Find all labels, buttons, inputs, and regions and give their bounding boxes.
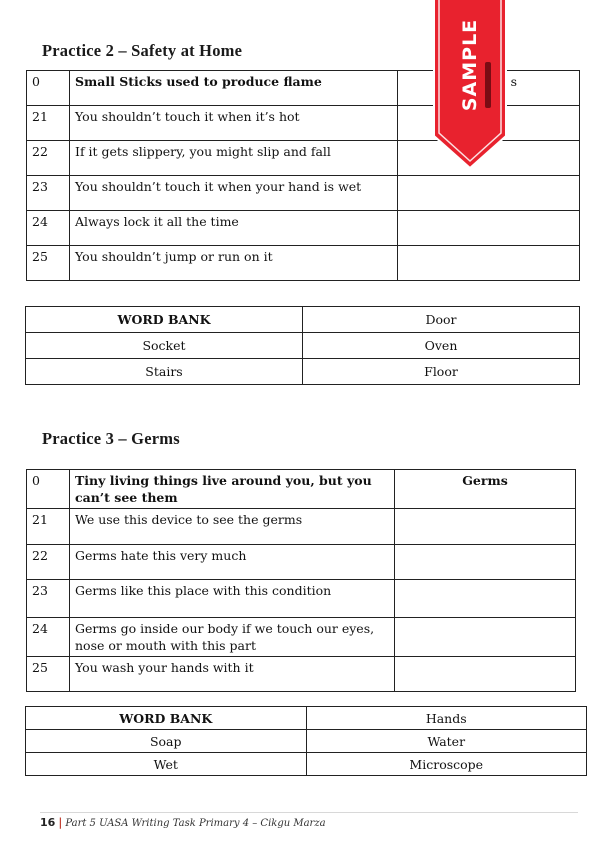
question-text: You shouldn’t touch it when your hand is wet xyxy=(70,176,398,211)
question-text: Tiny living things live around you, but you can’t see them xyxy=(70,470,395,509)
question-number: 0 xyxy=(27,470,70,509)
question-number: 23 xyxy=(27,176,70,211)
question-number: 25 xyxy=(27,657,70,692)
question-text: You wash your hands with it xyxy=(70,657,395,692)
question-number: 24 xyxy=(27,618,70,657)
answer-cell[interactable] xyxy=(398,211,580,246)
table-row xyxy=(27,580,576,618)
word-bank-word: Floor xyxy=(303,359,580,385)
word-bank-word: Soap xyxy=(26,730,307,753)
word-bank-word: Socket xyxy=(26,333,303,359)
word-bank-word: Door xyxy=(303,307,580,333)
question-text: Germs like this place with this condition xyxy=(70,580,395,618)
question-number: 22 xyxy=(27,141,70,176)
word-bank-word: Wet xyxy=(26,753,307,776)
practice-3-word-bank xyxy=(25,706,587,776)
practice-2-title: Practice 2 – Safety at Home xyxy=(42,41,243,60)
sample-watermark-text: SAMPLE xyxy=(459,18,481,112)
table-row xyxy=(27,509,576,545)
answer-cell[interactable] xyxy=(395,618,576,657)
footer-separator: | xyxy=(58,816,63,829)
answer-cell[interactable] xyxy=(395,545,576,580)
question-text: You shouldn’t jump or run on it xyxy=(70,246,398,281)
table-row xyxy=(27,176,580,211)
table-row xyxy=(27,470,576,509)
word-bank-heading: WORD BANK xyxy=(26,707,307,730)
question-number: 0 xyxy=(27,71,70,106)
question-number: 24 xyxy=(27,211,70,246)
practice-2-word-bank xyxy=(25,306,580,385)
table-row xyxy=(27,657,576,692)
table-row xyxy=(26,307,580,333)
question-text: Always lock it all the time xyxy=(70,211,398,246)
table-row xyxy=(27,211,580,246)
answer-cell[interactable] xyxy=(398,246,580,281)
word-bank-word: Microscope xyxy=(306,753,587,776)
answer-cell[interactable] xyxy=(395,580,576,618)
practice-3-question-table xyxy=(26,469,576,692)
question-number: 21 xyxy=(27,106,70,141)
answer-cell[interactable] xyxy=(398,176,580,211)
word-bank-word: Hands xyxy=(306,707,587,730)
table-row xyxy=(26,333,580,359)
word-bank-word: Water xyxy=(306,730,587,753)
question-text: Small Sticks used to produce flame xyxy=(70,71,398,106)
ribbon-bar xyxy=(485,62,491,108)
question-text: Germs go inside our body if we touch our eyes, nose or mouth with this part xyxy=(70,618,395,657)
answer-cell[interactable]: Germs xyxy=(395,470,576,509)
table-row xyxy=(26,753,587,776)
question-number: 21 xyxy=(27,509,70,545)
question-text: Germs hate this very much xyxy=(70,545,395,580)
footer-text: Part 5 UASA Writing Task Primary 4 – Cikgu Marza xyxy=(65,818,326,829)
question-number: 22 xyxy=(27,545,70,580)
practice-3-title: Practice 3 – Germs xyxy=(42,429,180,448)
page-number: 16 xyxy=(40,816,56,829)
table-row xyxy=(26,359,580,385)
question-text: We use this device to see the germs xyxy=(70,509,395,545)
word-bank-word: Stairs xyxy=(26,359,303,385)
sample-watermark xyxy=(432,0,508,130)
answer-cell[interactable] xyxy=(395,657,576,692)
answer-cell[interactable]: s xyxy=(398,71,580,106)
question-number: 23 xyxy=(27,580,70,618)
answer-cell[interactable] xyxy=(395,509,576,545)
word-bank-heading: WORD BANK xyxy=(26,307,303,333)
question-text: You shouldn’t touch it when it’s hot xyxy=(70,106,398,141)
page-footer xyxy=(40,816,326,829)
question-text: If it gets slippery, you might slip and fall xyxy=(70,141,398,176)
table-row xyxy=(26,707,587,730)
table-row xyxy=(27,545,576,580)
table-row xyxy=(26,730,587,753)
table-row xyxy=(27,246,580,281)
footer-divider xyxy=(40,812,578,813)
question-number: 25 xyxy=(27,246,70,281)
table-row xyxy=(27,618,576,657)
word-bank-word: Oven xyxy=(303,333,580,359)
